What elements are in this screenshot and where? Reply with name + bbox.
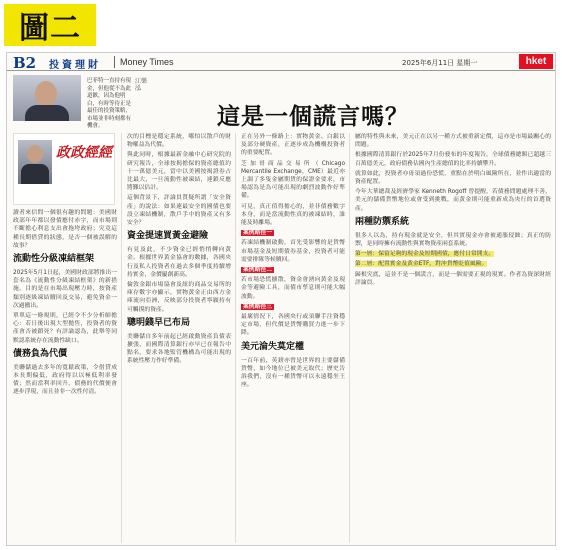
subheading: 流動性分級凍結框架 xyxy=(13,254,95,265)
paragraph: 芝加哥商品交易所（Chicago Mercantile Exchange，CME）最近亦上調了多隻金屬期貨的保證金要求，市場認為是為可能出現的劇烈波動作好準備。 xyxy=(241,160,345,200)
paragraph: 正在另外一條路上：實物黃金、白銀以及部分硬資產，正逐步成為機構投資者的重要配置。 xyxy=(241,134,345,157)
page-id: B2 xyxy=(13,54,37,72)
paragraph: 若市場恐慌擴散，資金會湧向黃金及現金等避險工具，而債市孳息則可能大幅波動。 xyxy=(241,277,345,300)
top-strip xyxy=(7,72,556,130)
figure-label xyxy=(4,4,96,46)
author-name: 江樂泓 xyxy=(135,78,148,92)
article-column-2 xyxy=(127,133,231,543)
paragraph: 歸根究底，這並不是一個謊言，而是一個需要正視的現實。作者為資深財經評論員。 xyxy=(355,271,551,286)
highlight-line xyxy=(241,266,345,274)
highlight-line xyxy=(355,250,551,258)
paragraph: 若凍結機制啟動，首先受影響的是貨幣市場基金及短期債券基金，投資者可能需要排隊等候贖回。 xyxy=(241,240,345,263)
subheading: 資金提速買黃金避險 xyxy=(127,231,209,242)
page-header xyxy=(7,53,556,71)
highlighted-text: 案例路徑三 xyxy=(243,303,272,310)
paragraph: 可見，真正值得擔心的，並非債務數字本身，而是當流動性真的被凍結時，誰能及時離場。 xyxy=(241,203,345,227)
highlight-line xyxy=(355,260,551,268)
subheading: 美元淪失莫定權 xyxy=(241,341,305,352)
paragraph: 就算如此，投資者亦毋須過份恐慌，重點在於明白風險所在，並作出適當的資產配置。 xyxy=(355,170,551,186)
article-column-4 xyxy=(355,133,551,543)
subheading: 聰明錢早已布局 xyxy=(127,317,191,328)
column-name: 政政經經 xyxy=(56,145,112,161)
highlight-line xyxy=(241,303,345,311)
paragraph: 這個背景下，評論員質疑所謂「安全資產」的說法：如果連最安全的國債也要設立凍結機制，散戶手中的資產又有多安全？ xyxy=(127,195,231,227)
article-column-3 xyxy=(241,133,345,543)
column-divider xyxy=(349,133,350,543)
paragraph: 次的目標是穩定系統，哪怕以散戶的財物權益為代價。 xyxy=(127,134,231,149)
masthead: Money Times xyxy=(120,57,174,67)
paragraph: 根據國際清算銀行於2025年7月份發布的年度報告，全球債務總額已超越三百萬億美元，政府債務佔國內生產總值的比率持續攀升。 xyxy=(355,152,551,167)
column-divider xyxy=(121,133,122,543)
paragraph: 很多人以為，持有現金就是安全，但其實現金亦會被通脹侵蝕；真正的防禦，是同時擁有流動性與實物資產兩套系統。 xyxy=(355,232,551,248)
headline: 這是一個謊言嗎？ xyxy=(217,103,409,130)
pull-quote: 巴菲特一直持有現金，但他從不為此道歉，因為他明白，有時等待正是最佳的投資策略，市場並非時刻都有機會。 xyxy=(87,78,132,129)
paragraph: 屬的特性與未來，美元正在以另一種方式被重新定價，這亦是市場最關心的問題。 xyxy=(355,134,551,149)
subheading: 債務負為代價 xyxy=(13,348,68,359)
highlighted-text: 案例路徑一 xyxy=(243,230,272,237)
figure-label-text: 圖二 xyxy=(19,11,81,46)
header-divider xyxy=(114,56,115,68)
author-photo xyxy=(13,75,81,121)
paragraph: 美聯儲自多年前起已經啟動資產負債表擴張，而國際清算銀行亦早已在報告中點名，要求各地監管機構為可能出現的系統性壓力作好準備。 xyxy=(127,333,231,365)
highlighted-text: 案例路徑二 xyxy=(243,267,272,274)
newspaper-page xyxy=(6,52,556,546)
column-divider xyxy=(235,133,236,543)
highlight-line xyxy=(241,229,345,237)
hket-logo: hket xyxy=(519,54,553,69)
section-title: 投資理財 xyxy=(49,60,101,71)
paragraph: 與此同時，根據最新金融中心研究院的研究報告，全球按揭擔保的資產總值約十一萬億美元，當中以美國按揭證券占比最大，一旦流動性被凍結，連鎖反應將難以估計。 xyxy=(127,152,231,192)
date-line: 2025年6月11日 星期一 xyxy=(402,59,478,67)
article-column-1 xyxy=(13,133,117,543)
paragraph: 有見及此，不少資金已經悄悄轉向黃金。根據世界黃金協會的數據，各國央行及私人投資者在過去多個季度持續增持實金，金價屢創新高。 xyxy=(127,247,231,278)
paragraph: 讀者來信問一個很有趣的問題：美國財政部年年都以發債應付赤字，而市場則不斷擔心利息支出會拖垮政府；究竟這種長期借貸的狀態，是否一個被誤解的故事？ xyxy=(13,210,117,249)
paragraph: 單單這一條規則，已經令不少分析師擔心：若日後出現大型拋售，投資者的資產會否被鎖死？有評論認為，此舉等同默認系統存在流動性缺口。 xyxy=(13,313,117,344)
paragraph: 最壞情況下，各國央行或須聯手注資穩定市場，但代價是貨幣購買力進一步下降。 xyxy=(241,314,345,337)
highlighted-text: 第一層：保留足夠的現金及短期國債，應付日常開支。 xyxy=(355,251,495,258)
paragraph: 倫敦金銀市場協會及紐約商品交易所的庫存數字亦顯示，實物黃金正由西方金庫流向亞洲，反映部分投資者寧願持有可觸摸的資產。 xyxy=(127,282,231,313)
subheading: 兩種防禦系統 xyxy=(355,216,410,227)
paragraph: 2025年5月1日起，美國財政部將推出一套名為《流動性分級凍結框架》的新措施，目的是在市場出現壓力時，按資產類別逐級凍結贖回及交易，避免資金一次過撤出。 xyxy=(13,270,117,309)
paragraph: 今年大華總裁及經濟學家 Kenneth Rogoff 曾提醒，若債務問題處理不善，美元的儲備貨幣地位或會受到挑戰，而黃金則可能重新成為央行的首選資產。 xyxy=(355,189,551,212)
paragraph: 美聯儲過去多年的寬鬆政策，令借貸成本長期偏低，政府得以以極低利率發債；然而當利率回升，債務的代價便會逐步浮現，而且並非一次性付清。 xyxy=(13,364,117,396)
paragraph: 一百年前，英鎊亦曾是世界的主要儲備貨幣，如今地位已被美元取代；歷史告訴我們，沒有一種貨幣可以永遠穩坐王座。 xyxy=(241,357,345,389)
highlighted-text: 第二層：配置實金及黃金ETF，對沖貨幣貶值風險。 xyxy=(355,261,488,268)
